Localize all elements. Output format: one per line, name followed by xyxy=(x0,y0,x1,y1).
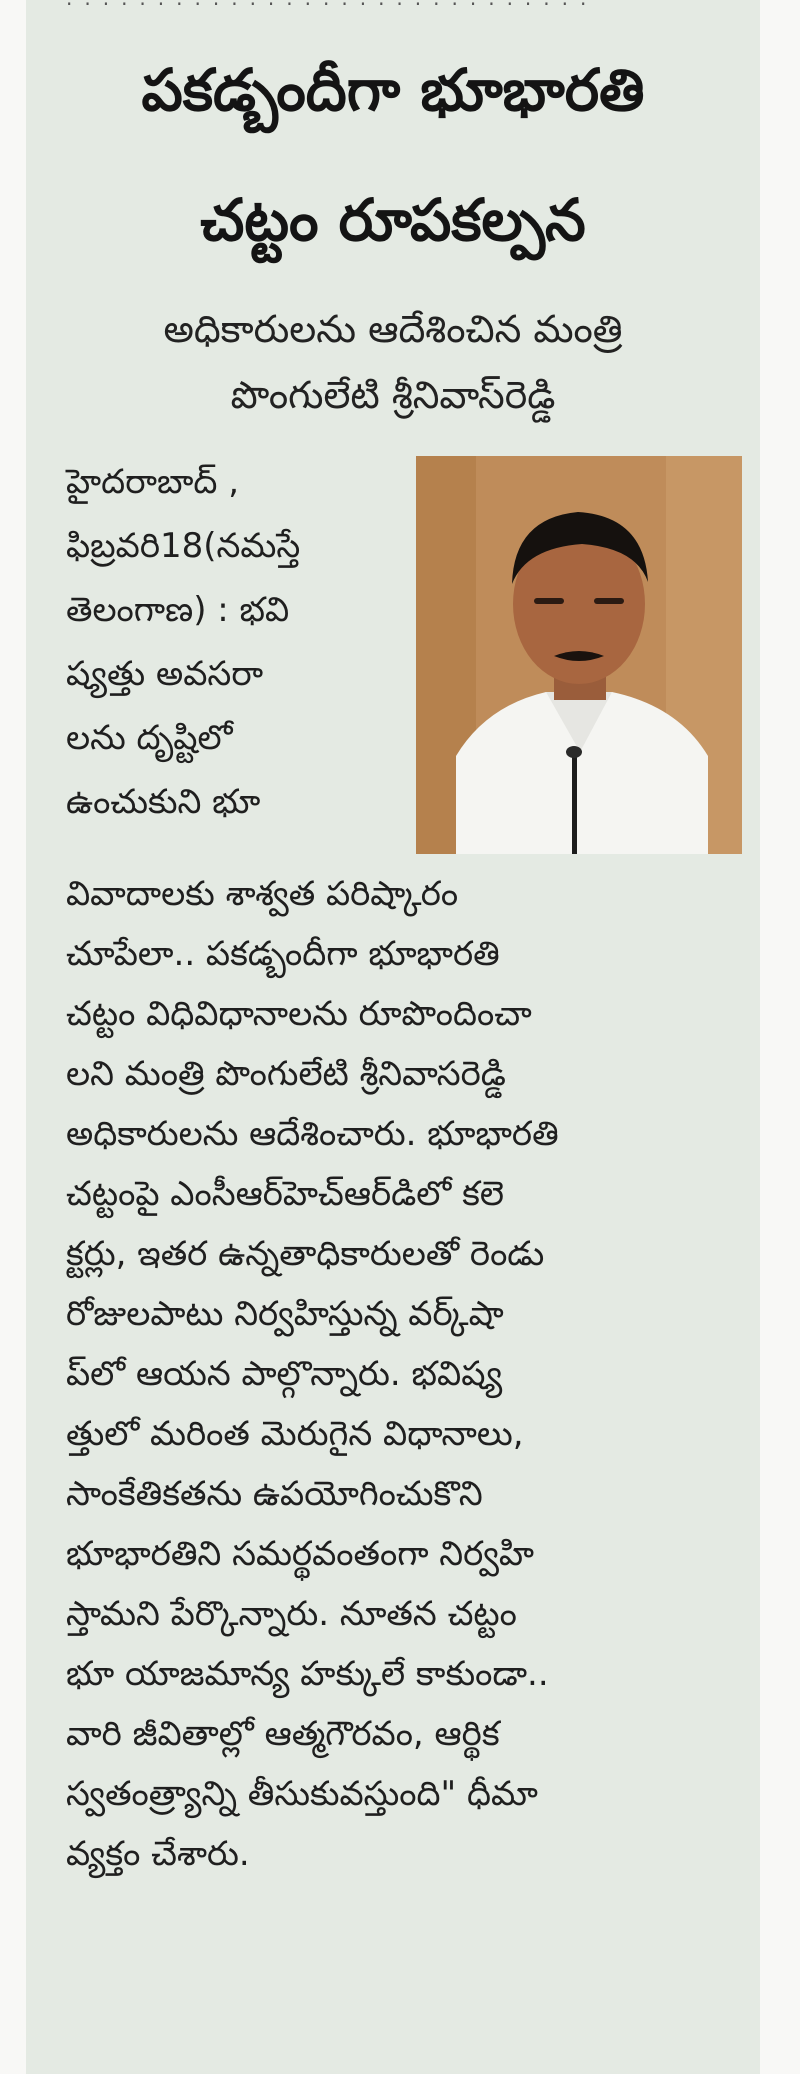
body-line-23: వ్యక్తం చేశారు. xyxy=(66,1834,250,1874)
body-line-18: భూభారతిని సమర్థవంతంగా నిర్వహి xyxy=(66,1534,535,1574)
minister-portrait-icon xyxy=(416,456,742,854)
subheadline-line-1: అధికారులను ఆదేశించిన మంత్రి xyxy=(163,307,623,351)
body-line-15: ప్‌లో ఆయన పాల్గొన్నారు. భవిష్య xyxy=(66,1354,503,1394)
body-line-13: క్టర్లు, ఇతర ఉన్నతాధికారులతో రెండు xyxy=(66,1234,545,1274)
body-line-16: త్తులో మరింత మెరుగైన విధానాలు, xyxy=(66,1414,524,1454)
body-line-4: ష్యత్తు అవసరా xyxy=(66,654,264,694)
body-line-14: రోజులపాటు నిర్వహిస్తున్న వర్క్‌షా xyxy=(66,1294,504,1334)
body-line-19: స్తామని పేర్కొన్నారు. నూతన చట్టం xyxy=(66,1594,517,1634)
minister-photo xyxy=(416,456,742,854)
headline-line-2: చట్టం రూపకల్పన xyxy=(200,186,586,254)
body-line-7: వివాదాలకు శాశ్వత పరిష్కారం xyxy=(66,874,459,914)
body-line-11: అధికారులను ఆదేశించారు. భూభారతి xyxy=(66,1114,559,1154)
body-line-10: లని మంత్రి పొంగులేటి శ్రీనివాసరెడ్డి xyxy=(66,1054,506,1094)
body-line-6: ఉంచుకుని భూ xyxy=(66,782,261,822)
body-line-8: చూపేలా.. పకడ్బందీగా భూభారతి xyxy=(66,934,500,974)
subheadline-line-2: పొంగులేటి శ్రీనివాస్‌రెడ్డి xyxy=(230,373,556,417)
newspaper-clipping xyxy=(26,0,760,2074)
body-line-9: చట్టం విధివిధానాలను రూపొందించా xyxy=(66,994,532,1034)
clipped-top-text: ····························· xyxy=(66,0,599,16)
body-line-21: వారి జీవితాల్లో ఆత్మగౌరవం, ఆర్థిక xyxy=(66,1714,500,1754)
body-line-3: తెలంగాణ) : భవి xyxy=(66,590,290,630)
body-line-22: స్వతంత్ర్యాన్ని తీసుకువస్తుంది" ధీమా xyxy=(66,1774,538,1814)
body-line-1: హైదరాబాద్ , xyxy=(66,462,240,502)
body-line-20: భూ యాజమాన్య హక్కులే కాకుండా.. xyxy=(66,1654,549,1694)
body-line-2: ఫిబ్రవరి18(నమస్తే xyxy=(66,526,301,566)
body-line-5: లను దృష్టిలో xyxy=(66,718,233,758)
headline-line-1: పకడ్బందీగా భూభారతి xyxy=(141,56,645,124)
body-line-12: చట్టంపై ఎంసీఆర్‌హెచ్‌ఆర్‌డిలో కలె xyxy=(66,1174,504,1214)
body-line-17: సాంకేతికతను ఉపయోగించుకొని xyxy=(66,1474,483,1514)
